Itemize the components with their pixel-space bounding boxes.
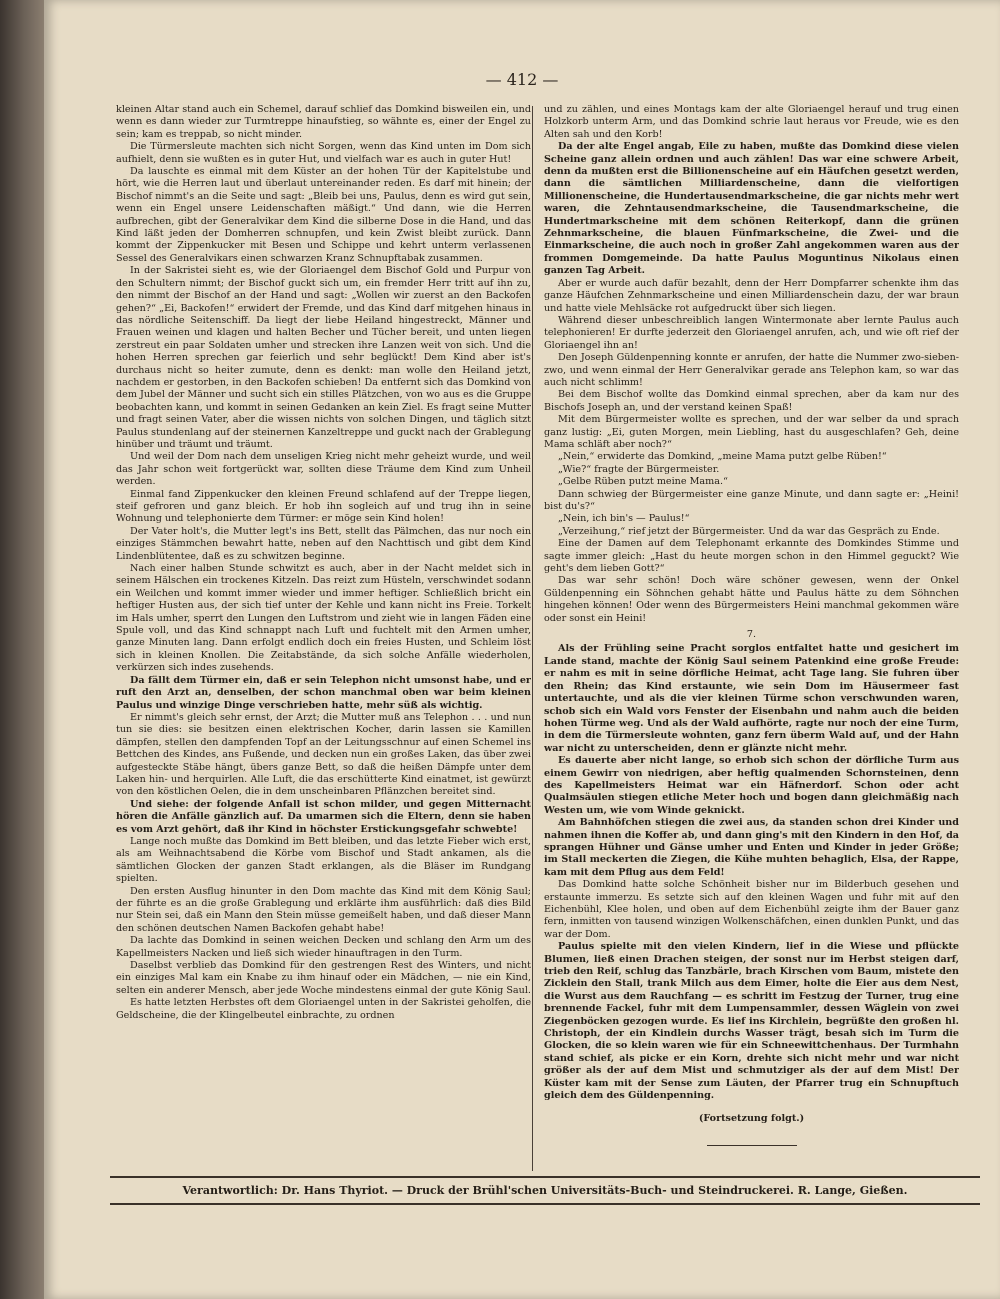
paragraph: Mit dem Bürgermeister wollte es sprechen, und der war selber da und sprach ganz lustig: „Ei, guten Morgen, mein Liebling, hast du ausgeschlafen? Geh, deine Mama schläft aber noch?“	[544, 414, 959, 450]
dialogue-line: „Nein,“ erwiderte das Domkind, „meine Mama putzt gelbe Rüben!“	[558, 451, 887, 463]
paragraph: Das Domkind hatte solche Schönheit bisher nur im Bilderbuch gesehen und erstaunte immerzu. Es setzte sich auf den kleinen Wagen und fuhr mit auf den Eichenbühl, Klee holen, und oben auf dem Eichenbühl zeigte ihm der Bauer ganz fern, inmitten von tausend winzigen Wolkenschäfchen, einen dunklen Punkt, und das war der Dom.	[544, 879, 959, 940]
paragraph: Nach einer halben Stunde schwitzt es auch, aber in der Nacht meldet sich in seinem Hälschen ein trockenes Kitzeln. Das reizt zum Hüsteln, verschwindet sodann ein Weilchen und kommt immer wieder und immer heftiger. Schließlich bricht ein heftiger Husten aus, der sich tief unter der Kehle und kann nicht ins Freie. Torkelt im Hals umher, sperrt den Lungen den Luftstrom und zieht wie in langen Fäden eine Spule voll, und das Kind schnappt nach Luft und fuchtelt mit den Armen umher, ganze Minuten lang. Dann erfolgt endlich doch ein freies Husten, und Schleim löst sich in kleinen Knollen. Die Zeitabstände, da sich solche Anfälle wiederholen, verkürzen sich indes zusehends.	[116, 563, 531, 674]
paragraph: Der Vater holt's, die Mutter legt's ins Bett, stellt das Pälmchen, das nur noch ein einziges Stämmchen bewahrt hatte, neben auf den Nachttisch und gibt dem Kind Lindenblütentee, daß es zu schwitzen beginne.	[116, 525, 531, 562]
paragraph: Am Bahnhöfchen stiegen die zwei aus, da standen schon drei Kinder und nahmen ihnen die Koffer ab, und dann ging's mit den Kindern in den Hof, da sprangen Hühner und Gänse umher und Enten und Kinder in jeder Größe; im Stall meckerten die Ziegen, die Kühe muhten behaglich, Elsa, der Rappe, kam mit dem Pflug aus dem Feld!	[544, 817, 959, 878]
paragraph: Als der Frühling seine Pracht sorglos entfaltet hatte und gesichert im Lande stand, machte der König Saul seinem Patenkind eine große Freude: er nahm es mit in seine dörfliche Heimat, acht Tage lang. Sie fuhren über den Rhein; das Kind erstaunte, wie sein Dom im Häusermeer fast untertauchte, und als die vier kleinen Türme schon verschwunden waren, schob sich ein Wald vors Fenster der Eisenbahn und nahm auch die beiden hohen Türme weg. Und als der Wald aufhörte, ragte nur noch der eine Turm, in dem die Türmersleute wohnten, ganz fern überm Wald auf, und der Hahn war nicht zu unterscheiden, denn er glänzte nicht mehr.	[544, 643, 959, 754]
paragraph: Den ersten Ausflug hinunter in den Dom machte das Kind mit dem König Saul; der führte es an die große Grablegung und erklärte ihm ausführlich: daß dies Bild nur Stein sei, daß ein Mann den Stein müsse gemeißelt haben, und daß dieser Mann den schönen deutschen Namen Backofen gehabt habe!	[116, 885, 531, 934]
page-number: — 412 —	[485, 70, 559, 89]
paragraph: Er nimmt's gleich sehr ernst, der Arzt; die Mutter muß ans Telephon . . . und nun tun sie dies: sie besitzen einen elektrischen Kocher, darin lassen sie Kamillen dämpfen, stellen den dampfenden Topf an der Leitungsschnur auf einen Schemel ins Bettchen des Kindes, ans Fußende, und decken nun ein großes Laken, das über zwei aufgesteckte Stäbe hängt, übers ganze Bett, so daß die heißen Dämpfe unter dem Laken hin- und herquirlen. Alle Luft, die das erschütterte Kind einatmet, ist gewürzt von den köstlichen Oelen, die in dem unscheinbaren Pflänzchen bereitet sind.	[116, 711, 531, 798]
right-text-column	[544, 104, 959, 1169]
imprint-footer: Verantwortlich: Dr. Hans Thyriot. — Druck der Brühl'schen Universitäts-Buch- und Steindruckerei. R. Lange, Gießen.	[182, 1184, 908, 1197]
dialogue-line: „Nein, ich bin's — Paulus!“	[558, 513, 690, 525]
paragraph: Eine der Damen auf dem Telephonamt erkannte des Domkindes Stimme und sagte immer gleich: „Hast du heute morgen schon in den Himmel geguckt? Wie geht's dem lieben Gott?“	[544, 538, 959, 575]
paragraph: Dann schwieg der Bürgermeister eine ganze Minute, und dann sagte er: „Heini! bist du's?“	[544, 488, 959, 512]
paragraph: Da fällt dem Türmer ein, daß er sein Telephon nicht umsonst habe, und er ruft den Arzt an, denselben, der schon manchmal oben war beim kleinen Paulus und winzige Dinge verschrieben hatte, mehr süß als wichtig.	[116, 674, 531, 711]
paragraph: Das war sehr schön! Doch wäre schöner gewesen, wenn der Onkel Güldenpenning ein Söhnchen gehabt hätte und Paulus hätte zu dem Söhnchen hingehen können! Oder wenn des Bürgermeisters Heini manchmal gekommen wäre oder sonst ein Heini!	[544, 575, 959, 624]
paragraph: Lange noch mußte das Domkind im Bett bleiben, und das letzte Fieber wich erst, als am Weihnachtsabend die Körbe vom Bischof und Stadt ankamen, als die sämtlichen Glocken der ganzen Stadt erklangen, als die Bläser im Rundgang spielten.	[116, 835, 531, 885]
continued-note: (Fortsetzung folgt.)	[698, 1112, 805, 1124]
paragraph: Es dauerte aber nicht lange, so erhob sich schon der dörfliche Turm aus einem Gewirr von niedrigen, aber heftig qualmenden Schornsteinen, denn des Kapellmeisters Heimat war ein Häfnerdorf. Schon oder acht Qualmsäulen stiegen etliche Meter hoch und bogen dann gleichmäßig nach Westen um, wie vom Winde geknickt.	[544, 755, 959, 816]
paragraph: Die Türmersleute machten sich nicht Sorgen, wenn das Kind unten im Dom sich aufhielt, denn sie wußten es in guter Hut, und vielfach war es auch in guter Hut!	[116, 141, 531, 165]
paragraph: Einmal fand Zippenkucker den kleinen Freund schlafend auf der Treppe liegen, steif gefroren und ganz bleich. Er hob ihn sogleich auf und trug ihn in seine Wohnung und telephonierte dem Türmer: er möge sein Kind holen!	[116, 488, 531, 525]
paragraph: Paulus spielte mit den vielen Kindern, lief in die Wiese und pflückte Blumen, ließ einen Drachen steigen, der sonst nur im Herbst steigen darf, trieb den Reif, schlug das Tanzbärle, brach Kirschen vom Baum, mistete den Zicklein den Stall, trank Milch aus dem Eimer, holte die Eier aus dem Nest, die Wurst aus dem Rauchfang — es schritt im Festzug der Turner, trug eine brennende Fackel, fuhr mit dem Lumpensammler, dessen Wäglein von zwei Ziegenböcken gezogen wurde. Es lief ins Kirchlein, begrüßte den großen hl. Christoph, der ein Kindlein durchs Wasser trägt, besah sich im Turm die Glocken, die so klein waren wie für ein Schneewittchenhaus. Der Turmhahn stand schief, als picke er ein Korn, drehte sich nicht mehr und war nicht größer als der auf dem Mist und schmutziger als der auf dem Mist! Der Küster kam mit der Sense zum Läuten, der Pfarrer trug ein Schnupftuch gleich dem des Güldenpenning.	[544, 941, 959, 1102]
book-binding-edge	[0, 0, 44, 1299]
paragraph: In der Sakristei sieht es, wie der Gloriaengel dem Bischof Gold und Purpur von den Schultern nimmt; der Bischof guckt sich um, ein fremder Herr tritt auf ihn zu, den nimmt der Bischof an der Hand und sagt: „Wollen wir zuerst an den Backofen gehen?“ „Ei, Backofen!“ erwidert der Fremde, und das Kind darf mitgehen hinaus in das nördliche Seitenschiff. Da liegt der liebe Heiland hingestreckt, Männer und Frauen weinen und klagen und halten Becher und Tücher bereit, und unten liegen zerstreut ein paar Soldaten umher und strecken ihre Lanzen weit von sich. Und die hohen Herren sprechen gar feierlich und sehr beglückt! Dem Kind aber ist's durchaus nicht so heiter zumute, denn es denkt: man wolle den Heiland jetzt, nachdem er gestorben, in den Backofen schieben! Da entfernt sich das Domkind von dem Jubel der Männer und sucht sich ein stilles Plätzchen, von wo aus es die Gruppe beobachten kann, und kommt in seinen Gedanken an kein Ziel. Es fragt seine Mutter und fragt seinen Vater, aber die wissen nichts von solchen Dingen, und täglich sitzt Paulus stundenlang auf der steinernen Kanzeltreppe und guckt nach der Grablegung hinüber und träumt und träumt.	[116, 265, 531, 450]
column-divider	[532, 106, 533, 1171]
paragraph: Es hatte letzten Herbstes oft dem Gloriaengel unten in der Sakristei geholfen, die Geldscheine, die der Klingelbeutel einbrachte, zu ordnen	[116, 997, 531, 1021]
paragraph: Den Joseph Güldenpenning konnte er anrufen, der hatte die Nummer zwo-sieben-zwo, und wenn einmal der Herr Generalvikar gerade ans Telephon kam, so war das auch nicht schlimm!	[544, 352, 959, 388]
end-rule	[707, 1145, 797, 1146]
left-text-column	[116, 104, 531, 1169]
paragraph: und zu zählen, und eines Montags kam der alte Gloriaengel herauf und trug einen Holzkorb unterm Arm, und das Domkind schrie laut heraus vor Freude, wie es den Alten sah und den Korb!	[544, 104, 959, 140]
paragraph: Da lachte das Domkind in seinen weichen Decken und schlang den Arm um des Kapellmeisters Nacken und ließ sich wieder hinauftragen in den Turm.	[116, 935, 531, 959]
dialogue-line: „Wie?“ fragte der Bürgermeister.	[558, 463, 720, 475]
paragraph: Bei dem Bischof wollte das Domkind einmal sprechen, aber da kam nur des Bischofs Joseph an, und der verstand keinen Spaß!	[544, 389, 959, 413]
newspaper-page	[44, 0, 1000, 1299]
dialogue-line: „Gelbe Rüben putzt meine Mama.“	[558, 476, 728, 488]
footer-rule-top	[110, 1176, 980, 1178]
paragraph: Da lauschte es einmal mit dem Küster an der hohen Tür der Kapitelstube und hört, wie die Herren laut und überlaut untereinander reden. Es darf mit hinein; der Bischof nimmt's an die Seite und sagt: „Bleib bei uns, Paulus, denn es wird gut sein, wenn ein Engel unsere Leidenschaften mäßigt.“ Und dann, wie die Herren aufbrechen, gibt der Generalvikar dem Kind die silberne Dose in die Hand, und das Kind läßt jeden der Domherren schnupfen, und kein Zwist bleibt zurück. Dann kommt der Zippenkucker mit Besen und Schippe und kehrt unterm verlassenen Sessel des Generalvikars einen schwarzen Kranz Schnupftabak zusammen.	[116, 166, 531, 264]
paragraph: kleinen Altar stand auch ein Schemel, darauf schlief das Domkind bisweilen ein, und wenn es dann wieder zur Turmtreppe hinaufstieg, so wähnte es, einer der Engel zu sein; kam es treppab, so nicht minder.	[116, 104, 531, 140]
section-number: 7.	[746, 629, 757, 641]
paragraph: Aber er wurde auch dafür bezahlt, denn der Herr Dompfarrer schenkte ihm das ganze Häufchen Zehnmarkscheine und einen Milliardenschein dazu, der war braun und hatte viele Mehlsäcke rot aufgedruckt über sich liegen.	[544, 277, 959, 314]
paragraph: Da der alte Engel angab, Eile zu haben, mußte das Domkind diese vielen Scheine ganz allein ordnen und auch zählen! Das war eine schwere Arbeit, denn da mußten erst die Billionenscheine auf ein Häufchen gesetzt werden, dann die sämtlichen Milliardenscheine, dann die vielfortigen Millionenscheine, die Hundertausendmarkscheine, die gar nichts mehr wert waren, die Zehntausendmarkscheine, die Tausendmarkscheine, die Hundertmarkscheine mit dem schönen Reiterkopf, dann die grünen Zehnmarkscheine, die blauen Fünfmarkscheine, die Zwei- und die Einmarkscheine, die auch noch in großer Zahl angekommen waren aus der frommen Domgemeinde. Da hatte Paulus Moguntinus Nikolaus einen ganzen Tag Arbeit.	[544, 141, 959, 277]
footer-rule-bottom	[110, 1203, 980, 1205]
paragraph: Und weil der Dom nach dem unseligen Krieg nicht mehr geheizt wurde, und weil das Jahr schon weit fortgerückt war, sollten diese Träume dem Kind zum Unheil werden.	[116, 451, 531, 488]
paragraph: „Verzeihung,“ rief jetzt der Bürgermeister. Und da war das Gespräch zu Ende.	[558, 525, 940, 537]
paragraph: Daselbst verblieb das Domkind für den gestrengen Rest des Winters, und nicht ein einziges Mal kam ein Knabe zu ihm hinauf oder ein Mädchen, — nie ein Kind, selten ein anderer Mensch, aber jede Woche mindestens einmal der gute König Saul.	[116, 960, 531, 996]
paragraph: Während dieser unbeschreiblich langen Wintermonate aber lernte Paulus auch telephonieren! Er durfte jederzeit den Gloriaengel anrufen, ach, und wie oft rief der Gloriaengel ihn an!	[544, 314, 959, 351]
paragraph: Und siehe: der folgende Anfall ist schon milder, und gegen Mitternacht hören die Anfälle gänzlich auf. Da umarmen sich die Eltern, denn sie haben es vom Arzt gehört, daß ihr Kind in höchster Erstickungsgefahr schwebte!	[116, 798, 531, 835]
